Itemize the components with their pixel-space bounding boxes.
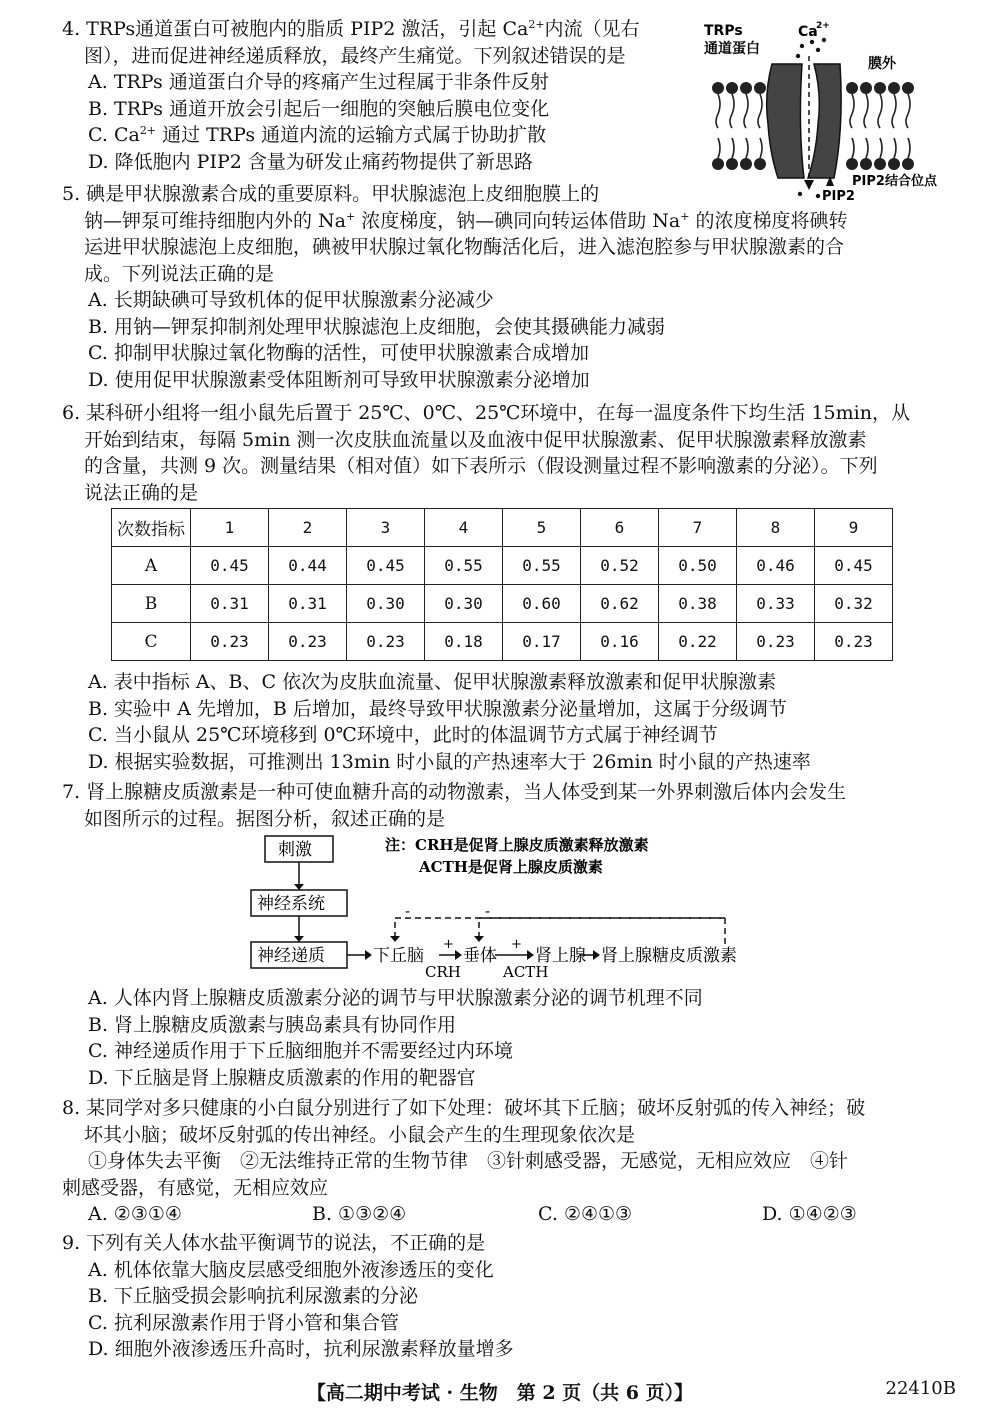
table-cell: 0.45 (815, 547, 893, 585)
question-6-stem-line4: 说法正确的是 (84, 481, 199, 504)
question-8-option-d: D. ①④②③ (762, 1203, 857, 1225)
table-cell: 0.31 (191, 585, 269, 623)
question-7-options (62, 985, 962, 1091)
question-9-option-d: D. 细胞外液渗透压升高时，抗利尿激素释放量增多 (88, 1338, 514, 1360)
table-col-header: 8 (737, 509, 815, 547)
table-col-header: 7 (659, 509, 737, 547)
question-4-stem-line2: 图），进而促进神经递质释放，最终产生痛觉。下列叙述错误的是 (84, 44, 626, 67)
channel-protein-label: 通道蛋白 (704, 41, 760, 57)
table-col-header: 9 (815, 509, 893, 547)
table-cell: 0.33 (737, 585, 815, 623)
question-8-option-b: B. ①③②④ (312, 1203, 407, 1225)
measurement-table (111, 508, 893, 661)
binding-site-label: PIP2结合位点 (852, 174, 937, 189)
question-5-stem-line2b: 浓度梯度，钠—碘同向转运体借助 Na (355, 209, 681, 232)
question-6-option-b: B. 实验中 A 先增加，B 后增加，最终导致甲状腺激素分泌量增加，这属于分级调节 (88, 697, 787, 720)
question-9 (62, 1230, 962, 1363)
table-cell: 0.17 (503, 623, 581, 661)
crh-label: CRH (425, 963, 461, 981)
table-cell: 0.55 (503, 547, 581, 585)
table-col-header: 6 (581, 509, 659, 547)
table-row-label: A (112, 547, 191, 585)
table-header-row (112, 509, 893, 547)
pip2-label: PIP2 (822, 189, 855, 202)
ca-superscript: 2+ (139, 124, 157, 137)
stimulus-label: 刺激 (278, 840, 312, 860)
ca-ion-label: Ca (798, 24, 818, 40)
question-6-stem-line1: 6. 某科研小组将一组小鼠先后置于 25℃、0℃、25℃环境中，在每一温度条件下均生活 15min，从 (62, 402, 910, 424)
table-cell: 0.60 (503, 585, 581, 623)
table-cell: 0.23 (347, 623, 425, 661)
question-5-stem-line2a: 钠—钾泵可维持细胞内外的 Na (84, 209, 346, 232)
table-cell: 0.23 (191, 623, 269, 661)
hormone-regulation-flowchart (245, 832, 805, 982)
question-4-option-b: B. TRPs 通道开放会引起后一细胞的突触后膜电位变化 (88, 97, 550, 120)
table-row (112, 585, 893, 623)
table-cell: 0.45 (191, 547, 269, 585)
table-cell: 0.38 (659, 585, 737, 623)
hypothalamus-label: 下丘脑 (373, 946, 424, 966)
question-4-stem-line1-end: 内流（见右 (544, 18, 640, 40)
question-6-options (62, 669, 962, 775)
flowchart-note-2: ACTH是促肾上腺皮质激素 (419, 858, 603, 876)
question-9-option-a: A. 机体依靠大脑皮层感受细胞外液渗透压的变化 (88, 1258, 494, 1281)
table-cell: 0.23 (815, 623, 893, 661)
table-col-header: 4 (425, 509, 503, 547)
question-7-stem (62, 779, 962, 832)
trps-channel-figure (702, 16, 964, 202)
question-5-option-d: D. 使用促甲状腺激素受体阻断剂可导致甲状腺激素分泌增加 (88, 368, 590, 391)
question-8-option-a: A. ②③①④ (88, 1203, 182, 1225)
question-5-option-a: A. 长期缺碘可导致机体的促甲状腺激素分泌减少 (88, 289, 494, 311)
channel-protein (767, 56, 841, 190)
question-5-stem-line3: 运进甲状腺滤泡上皮细胞，碘被甲状腺过氧化物酶活化后，进入滤泡腔参与甲状腺激素的合 (84, 236, 845, 258)
flowchart-note-1: 注：CRH是促肾上腺皮质激素释放激素 (385, 836, 649, 854)
table-cell: 0.18 (425, 623, 503, 661)
table-cell: 0.31 (269, 585, 347, 623)
question-6-stem-line3: 的含量，共测 9 次。测量结果（相对值）如下表所示（假设测量过程不影响激素的分泌）。下列 (84, 455, 878, 477)
question-7-stem-line2: 如图所示的过程。据图分析，叙述正确的是 (84, 807, 446, 830)
ca-superscript: 2+ (528, 18, 545, 31)
question-5-stem (62, 181, 962, 287)
question-4-stem (62, 16, 702, 69)
question-5-option-c: C. 抑制甲状腺过氧化物酶的活性，可使甲状腺激素合成增加 (88, 342, 589, 364)
question-8-items (62, 1148, 962, 1175)
question-4-option-c-text: 通过 TRPs 通道内流的运输方式属于协助扩散 (156, 124, 547, 146)
glucocorticoid-label: 肾上腺糖皮质激素 (601, 946, 737, 966)
crh-plus-sign: + (443, 937, 454, 952)
question-4-stem-line1: 4. TRPs通道蛋白可被胞内的脂质 PIP2 激活，引起 Ca (62, 18, 529, 40)
question-6-option-d: D. 根据实验数据，可推测出 13min 时小鼠的产热速率大于 26min 时小鼠的产热速率 (88, 750, 811, 773)
question-8-items-line1: ①身体失去平衡 ②无法维持正常的生物节律 ③针刺感受器，无感觉，无相应效应 ④针 (88, 1150, 849, 1172)
question-8-stem (62, 1095, 962, 1148)
question-6 (62, 400, 962, 506)
table-col-header: 5 (503, 509, 581, 547)
question-5 (62, 181, 962, 393)
feedback-minus-sign: - (485, 902, 491, 920)
question-6-option-a: A. 表中指标 A、B、C 依次为皮肤血流量、促甲状腺激素释放激素和促甲状腺激素 (88, 671, 777, 693)
table-cell: 0.46 (737, 547, 815, 585)
acth-label: ACTH (503, 963, 549, 981)
question-4-option-c (62, 122, 702, 149)
question-5-stem-line2c: 的浓度梯度将碘转 (689, 209, 848, 232)
adrenal-label: 肾上腺 (535, 946, 586, 966)
table-cell: 0.52 (581, 547, 659, 585)
question-8-stem-line2: 坏其小脑；破坏反射弧的传出神经。小鼠会产生的生理现象依次是 (84, 1123, 636, 1146)
question-4-option-c-prefix: C. Ca (88, 124, 140, 146)
question-5-stem-line1: 5. 碘是甲状腺激素合成的重要原料。甲状腺滤泡上皮细胞膜上的 (62, 183, 600, 205)
question-9-stem: 9. 下列有关人体水盐平衡调节的说法，不正确的是 (62, 1232, 486, 1254)
question-6-stem-line2: 开始到结束，每隔 5min 测一次皮肤血流量以及血液中促甲状腺激素、促甲状腺激素释放激素 (84, 428, 867, 451)
trps-label: TRPs (704, 23, 743, 39)
question-4-option-a: A. TRPs 通道蛋白介导的疼痛产生过程属于非条件反射 (88, 71, 549, 93)
question-6-stem (62, 400, 962, 506)
table-cell: 0.16 (581, 623, 659, 661)
table-corner-cell: 次数指标 (112, 509, 191, 547)
question-4 (62, 16, 702, 175)
table-col-header: 1 (191, 509, 269, 547)
table-cell: 0.30 (347, 585, 425, 623)
table-row-label: B (112, 585, 191, 623)
feedback-minus-sign: - (405, 902, 411, 920)
table-row-label: C (112, 623, 191, 661)
table-cell: 0.32 (815, 585, 893, 623)
exam-code: 22410B (885, 1378, 956, 1399)
table-col-header: 3 (347, 509, 425, 547)
question-7-option-d: D. 下丘脑是肾上腺糖皮质激素的作用的靶器官 (88, 1066, 476, 1089)
extracellular-label: 膜外 (868, 56, 896, 72)
table-cell: 0.55 (425, 547, 503, 585)
table-row (112, 547, 893, 585)
nerve-system-label: 神经系统 (257, 894, 325, 914)
na-superscript: + (680, 209, 690, 223)
table-cell: 0.62 (581, 585, 659, 623)
table-cell: 0.45 (347, 547, 425, 585)
question-8-option-c: C. ②④①③ (538, 1203, 633, 1225)
question-7-option-c: C. 神经递质作用于下丘脑细胞并不需要经过内环境 (88, 1040, 513, 1062)
question-8 (62, 1095, 962, 1228)
pituitary-label: 垂体 (463, 946, 497, 966)
question-8-items-line2: 刺感受器，有感觉，无相应效应 (62, 1176, 329, 1199)
question-5-option-b: B. 用钠—钾泵抑制剂处理甲状腺滤泡上皮细胞，会使其摄碘能力减弱 (88, 315, 666, 338)
acth-plus-sign: + (511, 937, 522, 952)
question-9-option-b: B. 下丘脑受损会影响抗利尿激素的分泌 (88, 1285, 419, 1307)
question-8-stem-line1: 8. 某同学对多只健康的小白鼠分别进行了如下处理：破坏其下丘脑；破坏反射弧的传入神经；破 (62, 1097, 866, 1119)
table-cell: 0.23 (269, 623, 347, 661)
question-8-options (62, 1201, 962, 1228)
question-4-option-d: D. 降低胞内 PIP2 含量为研发止痛药物提供了新思路 (88, 150, 533, 173)
table-cell: 0.44 (269, 547, 347, 585)
table-col-header: 2 (269, 509, 347, 547)
table-row (112, 623, 893, 661)
table-cell: 0.30 (425, 585, 503, 623)
ca-ion-charge-label: 2+ (816, 21, 830, 31)
table-cell: 0.22 (659, 623, 737, 661)
question-7-stem-line1: 7. 肾上腺糖皮质激素是一种可使血糖升高的动物激素，当人体受到某一外界刺激后体内会发生 (62, 781, 847, 803)
question-7 (62, 779, 962, 832)
na-superscript: + (346, 209, 356, 223)
question-7-option-a: A. 人体内肾上腺糖皮质激素分泌的调节与甲状腺激素分泌的调节机理不同 (88, 987, 703, 1009)
question-9-option-c: C. 抗利尿激素作用于肾小管和集合管 (88, 1311, 399, 1334)
table-cell: 0.23 (737, 623, 815, 661)
question-5-stem-line4: 成。下列说法正确的是 (84, 262, 275, 285)
question-6-option-c: C. 当小鼠从 25℃环境移到 0℃环境中，此时的体温调节方式属于神经调节 (88, 724, 718, 746)
transmitter-label: 神经递质 (257, 946, 325, 966)
table-cell: 0.50 (659, 547, 737, 585)
question-7-option-b: B. 肾上腺糖皮质激素与胰岛素具有协同作用 (88, 1013, 457, 1036)
page-footer: 【高二期中考试 · 生物 第 2 页（共 6 页）】 (306, 1382, 694, 1404)
